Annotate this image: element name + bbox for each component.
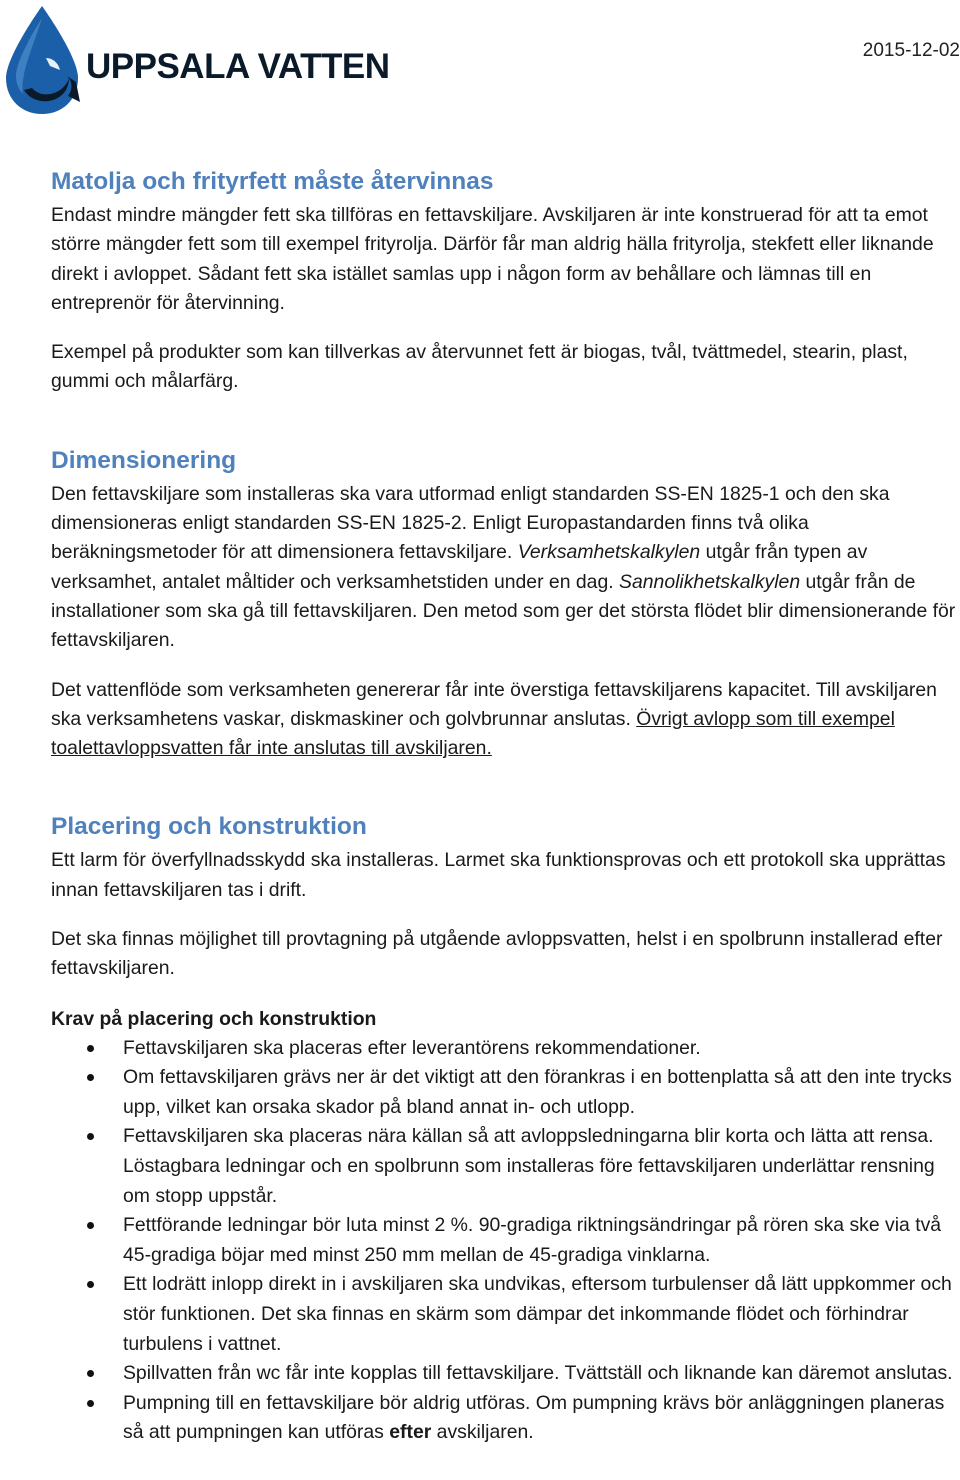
text-run: utgår från typen av verksamhet, antalet måltider och verksamhetstiden under en dag.: [51, 541, 868, 593]
underlined-requirement: Övrigt avlopp som till exempel toalettavloppsvatten får inte anslutas till avskiljaren.: [51, 707, 895, 760]
heading-matolja: Matolja och frityrfett måste återvinnas: [51, 168, 494, 195]
heading-dimensionering: Dimensionering: [51, 446, 237, 474]
list-item: [51, 1122, 956, 1211]
list-item: [51, 1389, 956, 1448]
paragraph-matolja-1: Endast mindre mängder fett ska tillföras en fettavskiljare. Avskiljaren är inte konstruerad för att ta emot större mängder fett som till exempel frityrolja. Därför får man aldrig hälla frityrolja, stekfett eller liknande direkt i avloppet. Sådant fett ska istället samlas upp i någon form av behållare och lämnas till en entreprenör för återvinning.: [51, 204, 934, 314]
term-sannolikhetskalkylen: Sannolikhetskalkylen: [619, 570, 801, 593]
page-header: [0, 0, 960, 120]
list-item: [51, 1063, 956, 1122]
text-run: Pumpning till en fettavskiljare bör aldrig utföras. Om pumpning krävs bör anläggningen planeras så att pumpningen kan utföras: [123, 1391, 945, 1444]
document-body: [51, 166, 956, 1448]
paragraph-placering-2: Det ska finnas möjlighet till provtagning på utgående avloppsvatten, helst i en spolbrunn installerad efter fettavskiljaren.: [51, 928, 943, 980]
bullet-icon: [87, 1074, 94, 1081]
bullet-icon: [87, 1133, 94, 1140]
paragraph-placering-1: Ett larm för överfyllnadsskydd ska installeras. Larmet ska funktionsprovas och ett protokoll ska upprättas innan fettavskiljaren tas i drift.: [51, 849, 946, 901]
text-run: utgår från de installationer som ska gå till fettavskiljaren. Den metod som ger det största flödet blir dimensionerande för fettavskiljaren.: [51, 570, 956, 652]
list-item: [51, 1359, 956, 1389]
document-date: 2015-12-02: [862, 40, 960, 61]
list-item: [51, 1034, 956, 1064]
term-verksamhetskalkylen: Verksamhetskalkylen: [517, 541, 701, 564]
paragraph-dimensionering-1: [51, 480, 956, 656]
bullet-icon: [87, 1281, 94, 1288]
requirements-list: [51, 1034, 956, 1448]
list-item-text: Fettförande ledningar bör luta minst 2 %. 90-gradiga riktningsändringar på rören ska ske via två 45-gradiga böjar med minst 250 mm mellan de 45-gradiga vinklarna.: [123, 1214, 942, 1266]
emphasis-efter: efter: [389, 1421, 432, 1444]
subheading-krav: Krav på placering och konstruktion: [51, 1007, 377, 1030]
uppsala-vatten-logo: [2, 4, 412, 116]
svg-text:UPPSALA VATTEN: UPPSALA VATTEN: [86, 47, 390, 86]
list-item-text: Om fettavskiljaren grävs ner är det viktigt att den förankras i en bottenplatta så att den inte trycks upp, vilket kan orsaka skador på bland annat in- och utlopp.: [123, 1066, 952, 1118]
list-item-text: Fettavskiljaren ska placeras nära källan så att avloppsledningarna blir korta och lätta att rensa. Löstagbara ledningar och en spolbrunn som installeras före fettavskiljaren underlättar rensning om stopp uppstår.: [123, 1125, 935, 1207]
list-item: [51, 1270, 956, 1359]
heading-placering: Placering och konstruktion: [51, 813, 367, 841]
bullet-icon: [87, 1400, 94, 1407]
bullet-icon: [87, 1370, 94, 1377]
bullet-icon: [87, 1222, 94, 1229]
bullet-icon: [87, 1045, 94, 1052]
text-run: Den fettavskiljare som installeras ska vara utformad enligt standarden SS-EN 1825-1 och den ska dimensioneras enligt standarden SS-EN 1825-2. Enligt Europastandarden finns två olika beräkningsmetoder för att dimensionera fettavskiljare.: [51, 482, 890, 564]
text-run: Det vattenflöde som verksamheten genererar får inte överstiga fettavskiljarens kapacitet. Till avskiljaren ska verksamhetens vaskar, diskmaskiner och golvbrunnar anslutas.: [51, 678, 937, 730]
list-item-text: Spillvatten från wc får inte kopplas till fettavskiljare. Tvättställ och liknande kan däremot anslutas.: [123, 1362, 953, 1385]
list-item-text: Fettavskiljaren ska placeras efter leverantörens rekommendationer.: [123, 1036, 701, 1059]
list-item-text: Ett lodrätt inlopp direkt in i avskiljaren ska undvikas, eftersom turbulenser då lätt uppkommer och stör funktionen. Det ska finnas en skärm som dämpar det inkommande flödet och förhindrar turbulens i vattnet.: [123, 1273, 952, 1355]
text-run: avskiljaren.: [431, 1421, 534, 1444]
paragraph-dimensionering-2: [51, 676, 956, 764]
paragraph-matolja-2: Exempel på produkter som kan tillverkas av återvunnet fett är biogas, tvål, tvättmedel, stearin, plast, gummi och målarfärg.: [51, 341, 908, 393]
list-item: [51, 1211, 956, 1270]
